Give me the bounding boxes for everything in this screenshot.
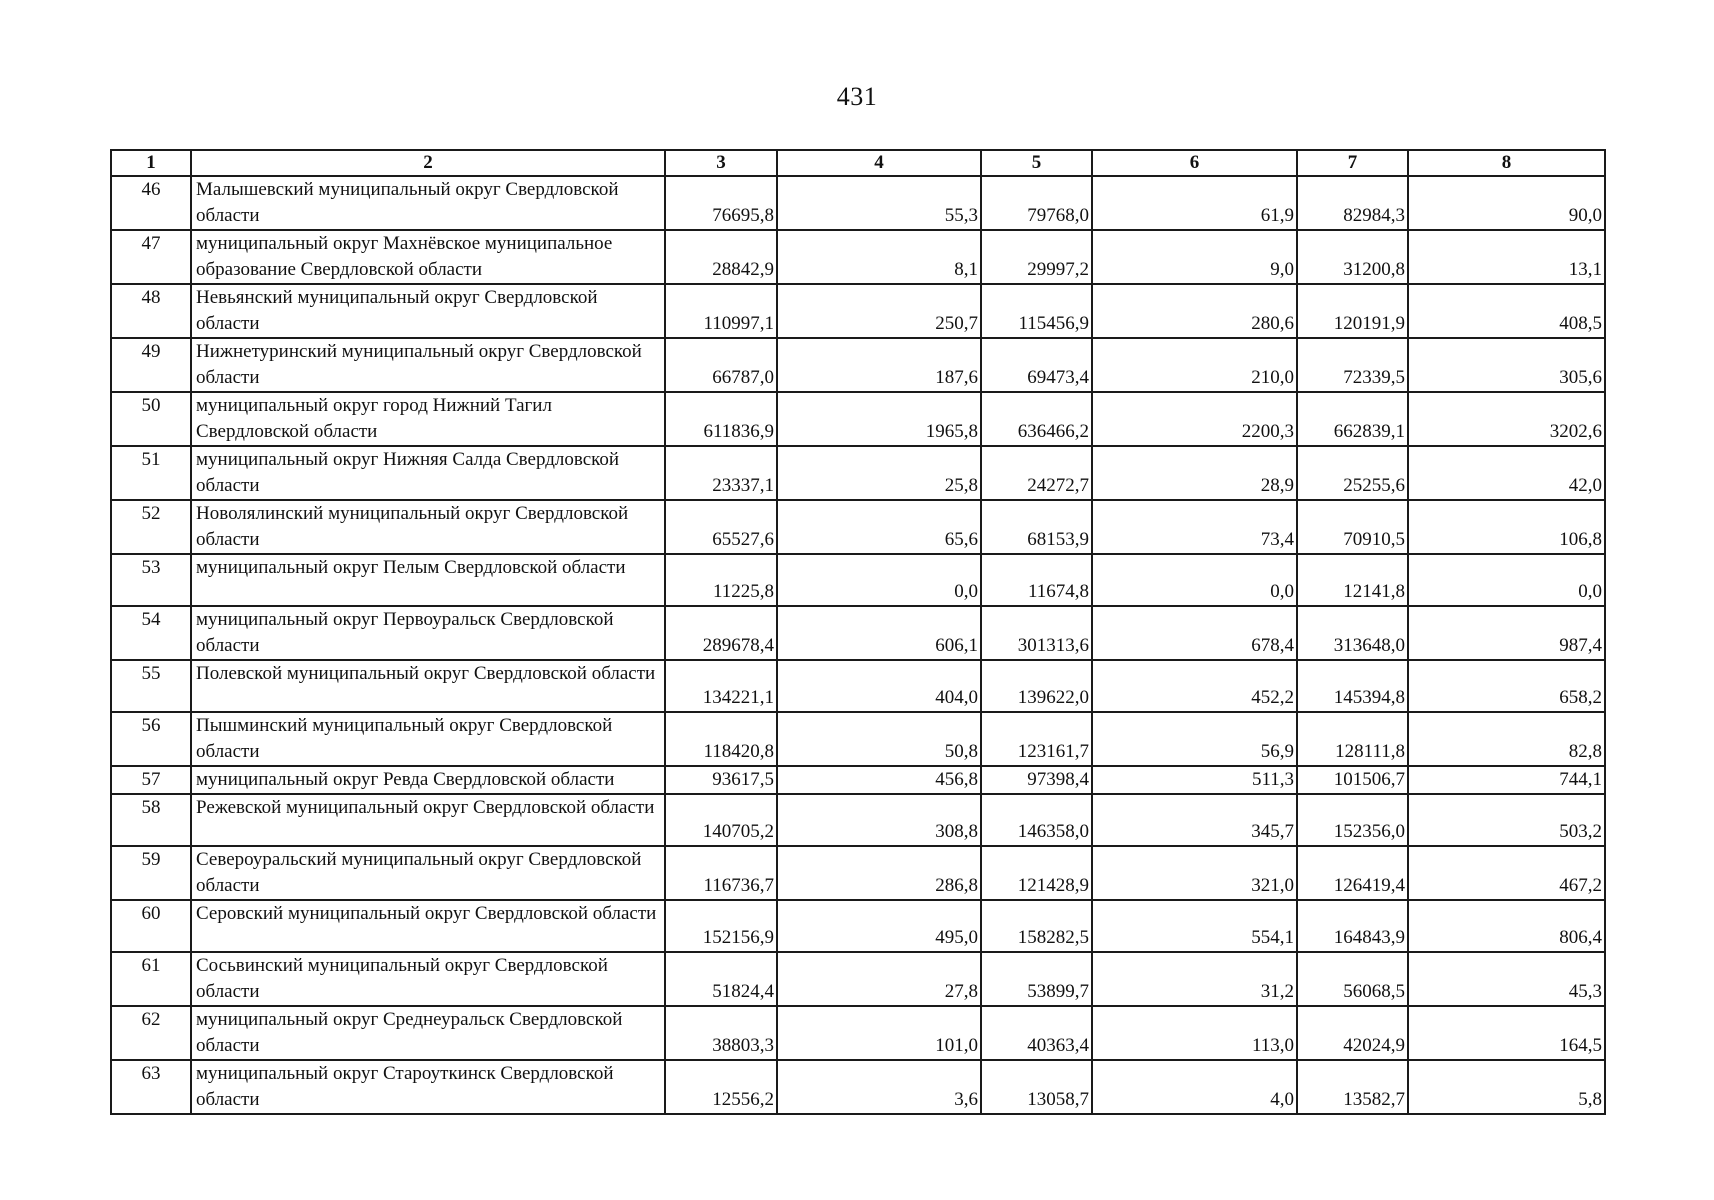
value-cell: 29997,2	[981, 230, 1092, 284]
value-cell: 11225,8	[665, 554, 777, 606]
budget-table	[110, 149, 1606, 1115]
value-cell: 164,5	[1408, 1006, 1605, 1060]
row-number: 47	[111, 230, 191, 284]
table-row	[111, 392, 1605, 446]
value-cell: 13582,7	[1297, 1060, 1408, 1114]
value-cell: 113,0	[1092, 1006, 1297, 1060]
value-cell: 12141,8	[1297, 554, 1408, 606]
value-cell: 321,0	[1092, 846, 1297, 900]
municipality-name: Полевской муниципальный округ Свердловской области	[191, 660, 665, 712]
value-cell: 61,9	[1092, 176, 1297, 230]
value-cell: 146358,0	[981, 794, 1092, 846]
table-row	[111, 230, 1605, 284]
value-cell: 452,2	[1092, 660, 1297, 712]
value-cell: 1965,8	[777, 392, 981, 446]
row-number: 52	[111, 500, 191, 554]
table-row	[111, 712, 1605, 766]
value-cell: 110997,1	[665, 284, 777, 338]
value-cell: 42024,9	[1297, 1006, 1408, 1060]
value-cell: 0,0	[1408, 554, 1605, 606]
table-header-row	[111, 150, 1605, 176]
value-cell: 73,4	[1092, 500, 1297, 554]
value-cell: 126419,4	[1297, 846, 1408, 900]
column-header: 2	[191, 150, 665, 176]
value-cell: 164843,9	[1297, 900, 1408, 952]
value-cell: 145394,8	[1297, 660, 1408, 712]
row-number: 56	[111, 712, 191, 766]
column-header: 7	[1297, 150, 1408, 176]
value-cell: 68153,9	[981, 500, 1092, 554]
value-cell: 305,6	[1408, 338, 1605, 392]
municipality-name: муниципальный округ Пелым Свердловской области	[191, 554, 665, 606]
value-cell: 66787,0	[665, 338, 777, 392]
row-number: 55	[111, 660, 191, 712]
value-cell: 121428,9	[981, 846, 1092, 900]
table-row	[111, 660, 1605, 712]
value-cell: 118420,8	[665, 712, 777, 766]
value-cell: 139622,0	[981, 660, 1092, 712]
value-cell: 45,3	[1408, 952, 1605, 1006]
municipality-name: муниципальный округ Староуткинск Свердловской области	[191, 1060, 665, 1114]
value-cell: 13058,7	[981, 1060, 1092, 1114]
value-cell: 56,9	[1092, 712, 1297, 766]
value-cell: 11674,8	[981, 554, 1092, 606]
value-cell: 38803,3	[665, 1006, 777, 1060]
row-number: 53	[111, 554, 191, 606]
value-cell: 72339,5	[1297, 338, 1408, 392]
value-cell: 31,2	[1092, 952, 1297, 1006]
value-cell: 56068,5	[1297, 952, 1408, 1006]
row-number: 59	[111, 846, 191, 900]
table-row	[111, 446, 1605, 500]
value-cell: 28,9	[1092, 446, 1297, 500]
value-cell: 301313,6	[981, 606, 1092, 660]
municipality-name: муниципальный округ Нижняя Салда Свердловской области	[191, 446, 665, 500]
value-cell: 503,2	[1408, 794, 1605, 846]
value-cell: 2200,3	[1092, 392, 1297, 446]
value-cell: 51824,4	[665, 952, 777, 1006]
table-row	[111, 1060, 1605, 1114]
value-cell: 76695,8	[665, 176, 777, 230]
table-row	[111, 766, 1605, 794]
table-row	[111, 606, 1605, 660]
value-cell: 3,6	[777, 1060, 981, 1114]
municipality-name: муниципальный округ Ревда Свердловской области	[191, 766, 665, 794]
municipality-name: Нижнетуринский муниципальный округ Свердловской области	[191, 338, 665, 392]
value-cell: 636466,2	[981, 392, 1092, 446]
value-cell: 93617,5	[665, 766, 777, 794]
row-number: 61	[111, 952, 191, 1006]
value-cell: 987,4	[1408, 606, 1605, 660]
value-cell: 313648,0	[1297, 606, 1408, 660]
value-cell: 123161,7	[981, 712, 1092, 766]
table-row	[111, 1006, 1605, 1060]
value-cell: 280,6	[1092, 284, 1297, 338]
value-cell: 678,4	[1092, 606, 1297, 660]
value-cell: 140705,2	[665, 794, 777, 846]
municipality-name: муниципальный округ город Нижний Тагил Свердловской области	[191, 392, 665, 446]
value-cell: 744,1	[1408, 766, 1605, 794]
value-cell: 662839,1	[1297, 392, 1408, 446]
municipality-name: Североуральский муниципальный округ Свердловской области	[191, 846, 665, 900]
table-row	[111, 554, 1605, 606]
row-number: 49	[111, 338, 191, 392]
value-cell: 3202,6	[1408, 392, 1605, 446]
value-cell: 308,8	[777, 794, 981, 846]
row-number: 51	[111, 446, 191, 500]
value-cell: 158282,5	[981, 900, 1092, 952]
column-header: 8	[1408, 150, 1605, 176]
column-header: 3	[665, 150, 777, 176]
row-number: 54	[111, 606, 191, 660]
value-cell: 606,1	[777, 606, 981, 660]
value-cell: 404,0	[777, 660, 981, 712]
value-cell: 42,0	[1408, 446, 1605, 500]
value-cell: 24272,7	[981, 446, 1092, 500]
value-cell: 116736,7	[665, 846, 777, 900]
municipality-name: Невьянский муниципальный округ Свердловской области	[191, 284, 665, 338]
value-cell: 250,7	[777, 284, 981, 338]
value-cell: 5,8	[1408, 1060, 1605, 1114]
column-header: 4	[777, 150, 981, 176]
value-cell: 82984,3	[1297, 176, 1408, 230]
value-cell: 106,8	[1408, 500, 1605, 554]
value-cell: 8,1	[777, 230, 981, 284]
value-cell: 495,0	[777, 900, 981, 952]
value-cell: 806,4	[1408, 900, 1605, 952]
municipality-name: муниципальный округ Первоуральск Свердловской области	[191, 606, 665, 660]
row-number: 60	[111, 900, 191, 952]
value-cell: 101,0	[777, 1006, 981, 1060]
value-cell: 25255,6	[1297, 446, 1408, 500]
table-row	[111, 176, 1605, 230]
value-cell: 69473,4	[981, 338, 1092, 392]
value-cell: 65,6	[777, 500, 981, 554]
table-row	[111, 794, 1605, 846]
value-cell: 187,6	[777, 338, 981, 392]
value-cell: 0,0	[1092, 554, 1297, 606]
table-row	[111, 284, 1605, 338]
column-header: 6	[1092, 150, 1297, 176]
row-number: 48	[111, 284, 191, 338]
value-cell: 152156,9	[665, 900, 777, 952]
row-number: 62	[111, 1006, 191, 1060]
municipality-name: муниципальный округ Махнёвское муниципальное образование Свердловской области	[191, 230, 665, 284]
value-cell: 115456,9	[981, 284, 1092, 338]
row-number: 58	[111, 794, 191, 846]
value-cell: 511,3	[1092, 766, 1297, 794]
value-cell: 97398,4	[981, 766, 1092, 794]
table-body	[111, 176, 1605, 1114]
value-cell: 4,0	[1092, 1060, 1297, 1114]
value-cell: 53899,7	[981, 952, 1092, 1006]
value-cell: 134221,1	[665, 660, 777, 712]
municipality-name: Малышевский муниципальный округ Свердловской области	[191, 176, 665, 230]
column-header: 5	[981, 150, 1092, 176]
page-number: 431	[836, 82, 878, 111]
value-cell: 31200,8	[1297, 230, 1408, 284]
municipality-name: Пышминский муниципальный округ Свердловской области	[191, 712, 665, 766]
row-number: 63	[111, 1060, 191, 1114]
value-cell: 82,8	[1408, 712, 1605, 766]
value-cell: 101506,7	[1297, 766, 1408, 794]
value-cell: 9,0	[1092, 230, 1297, 284]
value-cell: 467,2	[1408, 846, 1605, 900]
value-cell: 152356,0	[1297, 794, 1408, 846]
table-row	[111, 846, 1605, 900]
value-cell: 79768,0	[981, 176, 1092, 230]
value-cell: 27,8	[777, 952, 981, 1006]
value-cell: 289678,4	[665, 606, 777, 660]
value-cell: 408,5	[1408, 284, 1605, 338]
value-cell: 658,2	[1408, 660, 1605, 712]
value-cell: 554,1	[1092, 900, 1297, 952]
value-cell: 13,1	[1408, 230, 1605, 284]
municipality-name: Серовский муниципальный округ Свердловской области	[191, 900, 665, 952]
municipality-name: муниципальный округ Среднеуральск Свердловской области	[191, 1006, 665, 1060]
municipality-name: Сосьвинский муниципальный округ Свердловской области	[191, 952, 665, 1006]
value-cell: 40363,4	[981, 1006, 1092, 1060]
value-cell: 0,0	[777, 554, 981, 606]
municipality-name: Режевской муниципальный округ Свердловской области	[191, 794, 665, 846]
table-row	[111, 338, 1605, 392]
value-cell: 456,8	[777, 766, 981, 794]
value-cell: 12556,2	[665, 1060, 777, 1114]
value-cell: 23337,1	[665, 446, 777, 500]
table-row	[111, 952, 1605, 1006]
value-cell: 120191,9	[1297, 284, 1408, 338]
value-cell: 55,3	[777, 176, 981, 230]
value-cell: 90,0	[1408, 176, 1605, 230]
value-cell: 65527,6	[665, 500, 777, 554]
value-cell: 345,7	[1092, 794, 1297, 846]
row-number: 46	[111, 176, 191, 230]
row-number: 50	[111, 392, 191, 446]
value-cell: 70910,5	[1297, 500, 1408, 554]
municipality-name: Новолялинский муниципальный округ Свердловской области	[191, 500, 665, 554]
value-cell: 210,0	[1092, 338, 1297, 392]
value-cell: 611836,9	[665, 392, 777, 446]
table-row	[111, 900, 1605, 952]
row-number: 57	[111, 766, 191, 794]
column-header: 1	[111, 150, 191, 176]
value-cell: 128111,8	[1297, 712, 1408, 766]
value-cell: 25,8	[777, 446, 981, 500]
table-row	[111, 500, 1605, 554]
value-cell: 286,8	[777, 846, 981, 900]
value-cell: 50,8	[777, 712, 981, 766]
value-cell: 28842,9	[665, 230, 777, 284]
